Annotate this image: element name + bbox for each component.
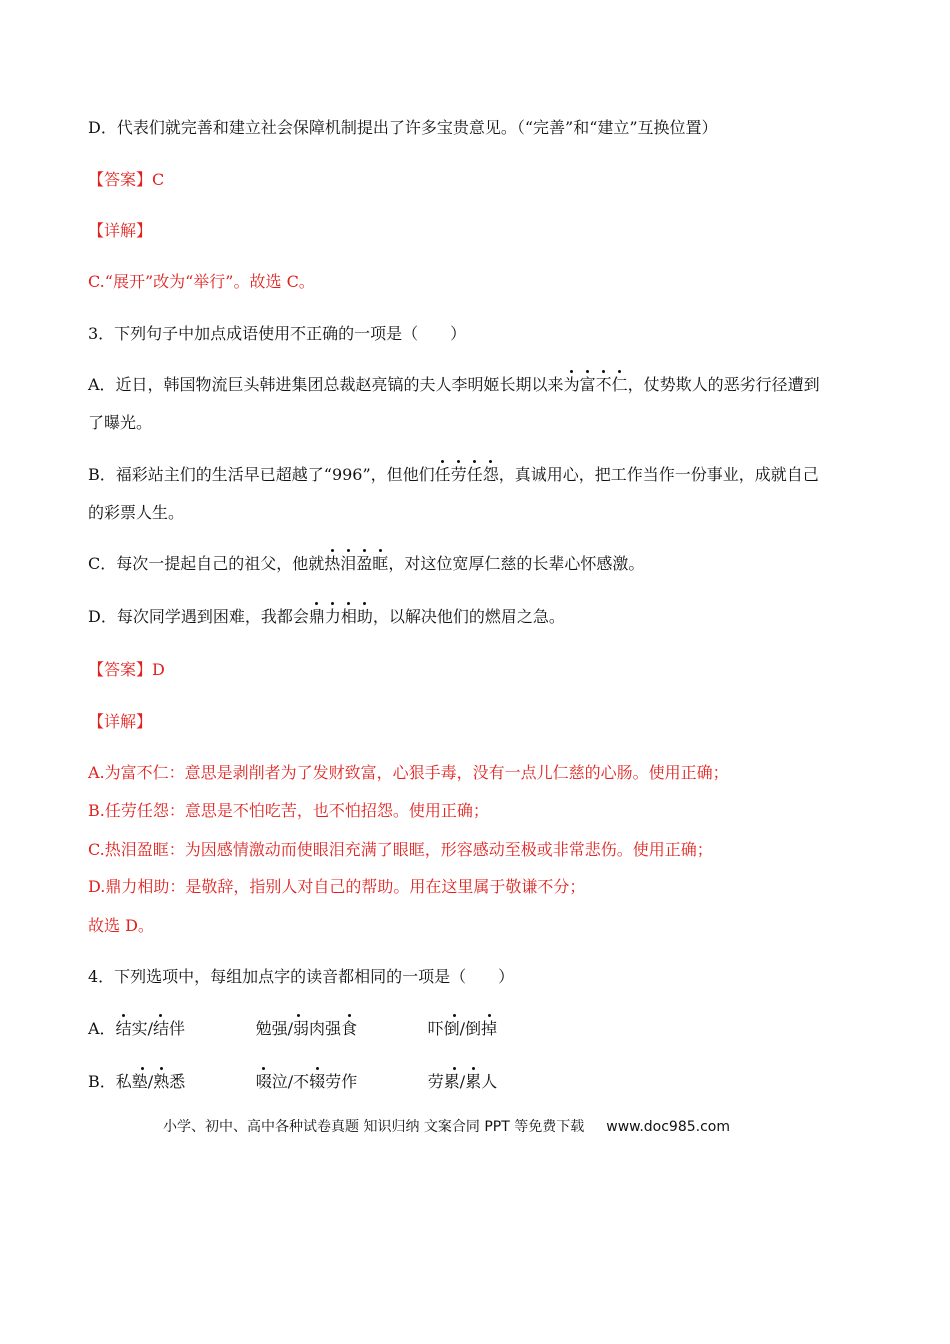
q4-b-group3 (428, 1072, 497, 1092)
emphasis-char: 任 (434, 465, 451, 484)
q4-b-group2-text: 泣/不 (271, 1072, 310, 1091)
q2-answer: 【答案】C (88, 170, 165, 189)
emphasis-char: 辍 (309, 1072, 326, 1091)
emphasis-char: 啜 (255, 1072, 272, 1091)
emphasis-char: 助 (356, 607, 373, 626)
footer-url[interactable]: www.doc985.com (606, 1119, 730, 1135)
emphasis-char: 泪 (340, 554, 357, 573)
footer-text: 小学、初中、高中各种试卷真题 知识归纳 文案合同 PPT 等免费下载 (163, 1119, 585, 1135)
q4-a-group2-text: 强 (324, 1019, 341, 1038)
emphasis-char: 怨 (482, 465, 499, 484)
emphasis-char: 盈 (356, 554, 373, 573)
q3-b-idiom (435, 465, 499, 484)
q4-a-group3-head: 吓 (427, 1019, 444, 1038)
emphasis-char: 强/弱肉 (271, 1019, 325, 1038)
q4-a-group1 (116, 1019, 256, 1039)
emphasis-char: 不 (595, 375, 612, 394)
q3-detail-c: C.热泪盈眶：为因感情激动而使眼泪充满了眼眶，形容感动至极或非常悲伤。使用正确； (88, 840, 713, 859)
emphasis-char: 塾/ (131, 1072, 154, 1091)
q3-a-pre: A．近日，韩国物流巨头韩进集团总裁赵亮镐的夫人李明姬长期以来 (88, 375, 564, 394)
q3-answer: 【答案】D (88, 660, 165, 679)
emphasis-char: 结 (152, 1019, 169, 1038)
q2-detail: C.“展开”改为“举行”。故选 C。 (88, 272, 315, 291)
q3-option-b-line2: 的彩票人生。 (88, 503, 185, 522)
page-footer (163, 1116, 730, 1136)
q3-c-post: ，对这位宽厚仁慈的长辈心怀感激。 (388, 554, 645, 573)
q4-a-group3-text: 倒 (464, 1019, 481, 1038)
q3-detail-b: B.任劳任怨：意思是不怕吃苦，也不怕招怨。使用正确； (88, 801, 489, 820)
q3-stem: 3．下列句子中加点成语使用不正确的一项是（ ） (88, 324, 467, 343)
emphasis-char: 鼎 (308, 607, 325, 626)
q3-a-idiom (564, 375, 628, 394)
q3-d-pre: D．每次同学遇到困难，我都会 (88, 607, 309, 626)
q3-detail-label: 【详解】 (88, 712, 153, 731)
q4-b-group3-head: 劳 (427, 1072, 444, 1091)
q2-detail-label: 【详解】 (88, 221, 153, 240)
emphasis-char: 力 (324, 607, 341, 626)
emphasis-char: 掉 (481, 1019, 498, 1038)
emphasis-char: 劳 (450, 465, 467, 484)
q3-b-pre: B．福彩站主们的生活早已超越了“996”，但他们 (88, 465, 435, 484)
q4-b-group3-tail: 人 (481, 1072, 498, 1091)
q3-option-a-line2: 了曝光。 (88, 413, 153, 432)
emphasis-char: 眶 (372, 554, 389, 573)
q4-a-group3 (428, 1019, 497, 1039)
q4-b-group1 (116, 1072, 256, 1092)
q3-c-idiom (324, 554, 388, 573)
q4-b-group2 (256, 1072, 428, 1092)
emphasis-char: 仁 (611, 375, 628, 394)
emphasis-char: 任 (466, 465, 483, 484)
emphasis-char: 累 (465, 1072, 482, 1091)
q3-conclusion: 故选 D。 (88, 916, 154, 935)
emphasis-char: 熟 (153, 1072, 170, 1091)
q4-b-group1-head: 私 (115, 1072, 132, 1091)
q4-b-group1-tail: 悉 (169, 1072, 186, 1091)
q3-d-idiom (309, 607, 373, 626)
q4-option-a (88, 1019, 497, 1039)
emphasis-char: 为 (563, 375, 580, 394)
q3-detail-a: A.为富不仁：意思是剥削者为了发财致富，心狠手毒，没有一点儿仁慈的心肠。使用正确； (88, 763, 729, 782)
q4-b-label: B． (88, 1072, 116, 1091)
q4-stem: 4．下列选项中，每组加点字的读音都相同的一项是（ ） (88, 967, 515, 986)
q3-d-post: ，以解决他们的燃眉之急。 (372, 607, 565, 626)
q3-option-b (88, 465, 819, 485)
q4-a-group1-text: 实/ (131, 1019, 153, 1038)
emphasis-char: 倒/ (443, 1019, 465, 1038)
q4-option-b (88, 1072, 497, 1092)
q3-option-d (88, 607, 565, 627)
q3-option-a (88, 375, 820, 395)
q2-option-d: D．代表们就完善和建立社会保障机制提出了许多宝贵意见。（“完善”和“建立”互换位置） (88, 118, 718, 137)
emphasis-char: 结 (115, 1019, 132, 1038)
q3-c-pre: C．每次一提起自己的祖父，他就 (88, 554, 325, 573)
q4-b-group2-tail: 劳作 (325, 1072, 358, 1091)
emphasis-char: 富 (579, 375, 596, 394)
emphasis-char: 相 (340, 607, 357, 626)
emphasis-char: 累/ (443, 1072, 466, 1091)
q3-detail-d: D.鼎力相助：是敬辞，指别人对自己的帮助。用在这里属于敬谦不分； (88, 877, 586, 896)
q3-option-c (88, 554, 644, 574)
q4-a-label: A． (88, 1019, 116, 1038)
q4-a-group2-head: 勉 (255, 1019, 272, 1038)
q3-a-post: ，仗势欺人的恶劣行径遭到 (627, 375, 820, 394)
emphasis-char: 热 (324, 554, 341, 573)
emphasis-char: 食 (341, 1019, 358, 1038)
q3-b-post: ，真诚用心，把工作当作一份事业，成就自己 (498, 465, 819, 484)
q4-a-group1-tail: 伴 (169, 1019, 186, 1038)
q4-a-group2 (256, 1019, 428, 1039)
